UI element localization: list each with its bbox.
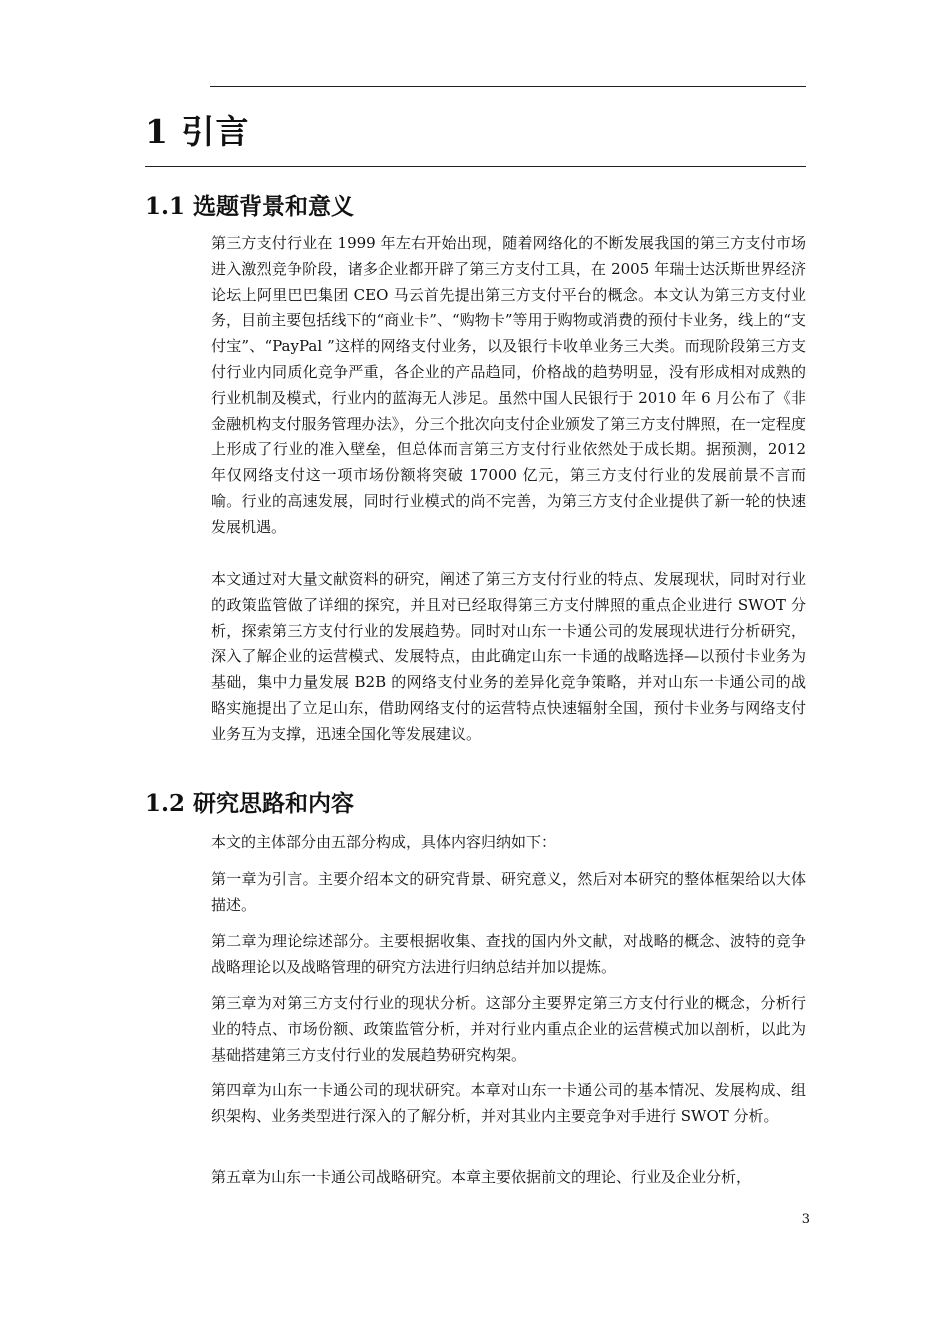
section-title-1-2: 1.2 研究思路和内容	[145, 790, 355, 817]
chapter-title: 1 引言	[145, 112, 250, 151]
paragraph-chapter-1: 第一章为引言。主要介绍本文的研究背景、研究意义，然后对本研究的整体框架给以大体描述。	[211, 870, 806, 914]
paragraph-structure-intro: 本文的主体部分由五部分构成，具体内容归纳如下：	[211, 833, 557, 851]
paragraph-chapter-3: 第三章为对第三方支付行业的现状分析。这部分主要界定第三方支付行业的概念，分析行业的特点、市场份额、政策监管分析，并对行业内重点企业的运营模式加以剖析，以此为基础搭建第三方支付行业的发展趋势研究构架。	[211, 994, 806, 1064]
paragraph-research-overview: 本文通过对大量文献资料的研究，阐述了第三方支付行业的特点、发展现状，同时对行业的政策监管做了详细的探究，并且对已经取得第三方支付牌照的重点企业进行 SWOT 分析，探索第三方支付行业的发展趋势。同时对山东一卡通公司的发展现状进行分析研究，深入了解企业的运营模式、发展特点，由此确定山东一卡通的战略选择—以预付卡业务为基础，集中力量发展 B2B 的网络支付业务的差异化竞争策略，并对山东一卡通公司的战略实施提出了立足山东，借助网络支付的运营特点快速辐射全国，预付卡业务与网络支付业务互为支撑，迅速全国化等发展建议。	[211, 570, 806, 743]
paragraph-background: 第三方支付行业在 1999 年左右开始出现，随着网络化的不断发展我国的第三方支付市场进入激烈竞争阶段，诸多企业都开辟了第三方支付工具，在 2005 年瑞士达沃斯世界经济论坛上阿里巴巴集团 CEO 马云首先提出第三方支付平台的概念。本文认为第三方支付业务，目前主要包括线下的“商业卡”、“购物卡”等用于购物或消费的预付卡业务，线上的“支付宝”、“PayPal ”这样的网络支付业务，以及银行卡收单业务三大类。而现阶段第三方支付行业内同质化竞争严重，各企业的产品趋同，价格战的趋势明显，没有形成相对成熟的行业机制及模式，行业内的蓝海无人涉足。虽然中国人民银行于 2010 年 6 月公布了《非金融机构支付服务管理办法》，分三个批次向支付企业颁发了第三方支付牌照，在一定程度上形成了行业的准入壁垒，但总体而言第三方支付行业依然处于成长期。据预测，2012 年仅网络支付这一项市场份额将突破 17000 亿元，第三方支付行业的发展前景不言而喻。行业的高速发展，同时行业模式的尚不完善，为第三方支付企业提供了新一轮的快速发展机遇。	[211, 234, 806, 536]
header-rule	[210, 86, 806, 87]
section-title-1-1: 1.1 选题背景和意义	[145, 193, 355, 220]
paragraph-chapter-2: 第二章为理论综述部分。主要根据收集、查找的国内外文献，对战略的概念、波特的竞争战略理论以及战略管理的研究方法进行归纳总结并加以提炼。	[211, 932, 806, 976]
paragraph-chapter-5: 第五章为山东一卡通公司战略研究。本章主要依据前文的理论、行业及企业分析，	[211, 1168, 752, 1186]
chapter-title-underline	[145, 166, 806, 167]
page-number: 3	[801, 1212, 810, 1227]
paragraph-chapter-4: 第四章为山东一卡通公司的现状研究。本章对山东一卡通公司的基本情况、发展构成、组织架构、业务类型进行深入的了解分析，并对其业内主要竞争对手进行 SWOT 分析。	[211, 1081, 806, 1125]
